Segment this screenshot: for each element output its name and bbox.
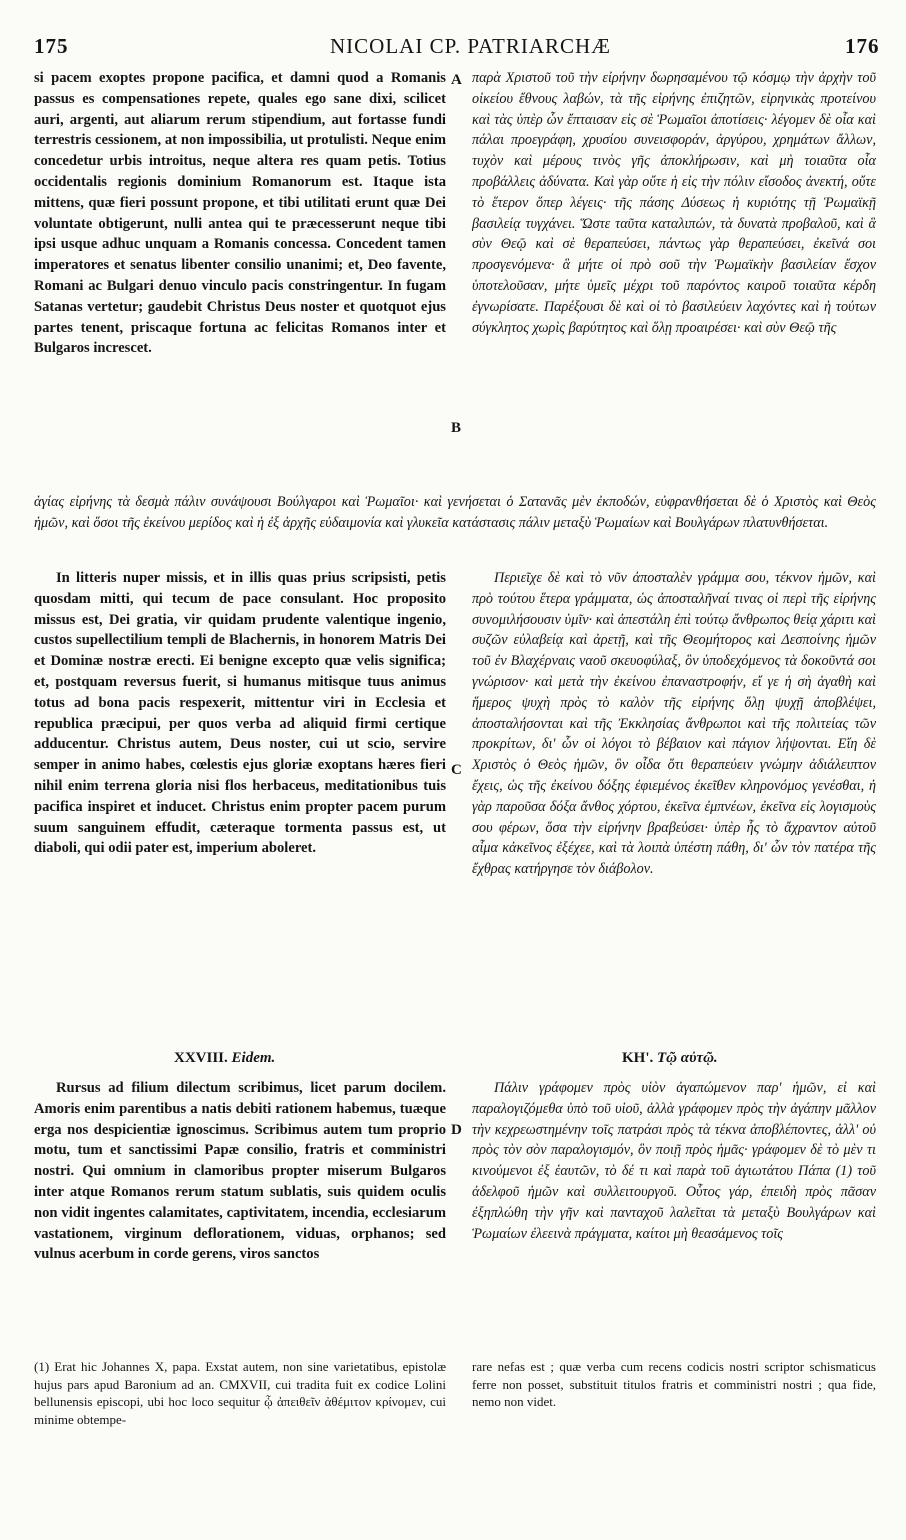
greek-column-middle	[472, 568, 876, 888]
latin-column-bottom	[34, 1078, 446, 1273]
greek-paragraph-2: Περιεῖχε δὲ καὶ τὸ νῦν ἀποσταλὲν γράμμα σου, τέκνον ἡμῶν, καὶ πρὸ τούτου ἕτερα γράμματα, ὡς ἀποσταλῆναί τινας οἱ περὶ τῆς εἰρήνης συνομιλήσουσιν ὑμῖν· καὶ ἀπεστάλη ἐπὶ τούτῳ ἄνθρωπος θείᾳ χάριτι καὶ συζῶν εὐλαβείᾳ καὶ ἀρετῇ, καὶ τῆς Θεομήτορος καὶ Δεσποίνης ἡμῶν τοῦ ἐν Βλαχέρναις ναοῦ σκευοφύλαξ, ὃν ὑποδεχόμενος τὰ δοκοῦντά σοι γνώρισον· καὶ μετὰ τὴν ἐκείνου ἐπαναστροφήν, εἴ γε ἡ σὴ ἀγαθὴ καὶ ἥμερος ψυχὴ πρὸς τὸ καλὸν τῆς εἰρήνης ὅλῃ ψυχῇ ἀποβλέψει, ἀποσταλήσονται καὶ τῆς Ἐκκλησίας ἄνθρωποι καὶ τῆς πολιτείας τῶν προκρίτων, δι' ὧν οἱ λόγοι τὸ βέβαιον καὶ πάγιον λήψονται. Εἴη δὲ Χριστὸς ὁ Θεὸς ἡμῶν, ὃν οἶδα ὅτι θεραπεύειν γνώμην ἀδιάλειπτον ἔχεις, ὡς τῆς ἐκείνου δόξης ἐφιεμένος ἐκεῖθεν κληρονόμος γενέσθαι, ἡ γὰρ παροῦσα δόξα ἄνθος χόρτου, ἐκεῖνα ἐμπνέων, ἐκεῖνα εἰς λογισμοὺς σου φέρων, ὅσα τὴν εἰρήνην βραβεύσει· ὑπὲρ ἧς τὸ ἄχραντον αὐτοῦ αἷμα κἀκεῖνος ἐξέχεε, καὶ τὰ λοιπὰ ὑπέστη πάθη, δι' ὧν τὸν πατέρα τῆς ἔχθρας κατήργησε τὸν διάβολον.	[472, 570, 876, 878]
greek-column-top	[472, 68, 876, 346]
greek-section-number: ΚΗ'.	[622, 1050, 654, 1066]
page-number-right: 176	[845, 34, 880, 58]
running-title: NICOLAI CP. PATRIARCHÆ	[330, 34, 611, 58]
margin-letter-d: D	[451, 1122, 462, 1138]
latin-column-middle	[34, 568, 446, 867]
latin-paragraph-2: In litteris nuper missis, et in illis quas prius scripsisti, petis quosdam mitti, qui tecum de pace consulant. Hoc proposito missus est, Dei gratia, vir quidam prudente valentique ingenio, custos supellectilium templi de Blachernis, in honorem Matris Dei et Dominæ nostræ erecti. Ei benigne excepto quæ velis significa; et, postquam reversus fuerit, si humanus mitisque tuus animus totus ad bona pacis respexerit, mittentur viri in Ecclesia et republica præcipui, per quos verba ad aliquid firmi certique adducentur. Christus autem, Deus noster, cui ut scio, servire semper in animo habes, cœlestis ejus gloriæ exoptans hæres fieri nihil enim terrena gloria nisi flos herbaceus, meditationibus tuis pacifica inspiret et inducet. Christus enim propter pacem purum suum sanguinem effudit, cæteraque tormenta passus est, ut diaboli, qui odii pater est, imperium aboleret.	[34, 570, 446, 857]
footnote-left: (1) Erat hic Johannes X, papa. Exstat autem, non sine varietatibus, epistolæ hujus pars apud Baronium ad an. CMXVII, cui tradita fuit ex codice Lolini bellunensis episcopi, ubi hoc loco sequitur ᾧ ἀπειθεῖν ἀθέμιτον κρίνομεν, cui minime obtempe-	[34, 1359, 446, 1427]
greek-paragraph-3: Πάλιν γράφομεν πρὸς υἱὸν ἀγαπώμενον παρ' ἡμῶν, εἰ καὶ παραλογιζόμεθα ὑπὸ τοῦ υἱοῦ, ἀλλὰ γράφομεν πρὸς τὴν ἀγάπην μᾶλλον τὴν κεχρεωστημένην τοῖς πατράσι πρὸς τὰ τέκνα ἀποβλέποντες, ἀλλ' οὐ πρὸς τὸν σὸν παραλογισμόν, ὃν ποιῇ πρὸς ἡμᾶς· γράφομεν δὲ τὸ μὲν τι κινούμενοι ἐξ ἑαυτῶν, τὸ δέ τι καὶ παρὰ τοῦ ἁγιωτάτου Πάπα (1) τοῦ ἀδελφοῦ ἡμῶν καὶ συλλειτουργοῦ. Οὗτος γάρ, ἐπειδὴ πρὸς πᾶσαν ἐξηπλώθη τὴν γῆν καὶ πανταχοῦ λαλεῖται τὰ μεταξὺ Βουλγάρων καὶ Ῥωμαίων ἐλεεινὰ πράγματα, καίτοι μὴ θεασάμενος τοῖς	[472, 1080, 876, 1242]
greek-full-width-lines: ἁγίας εἰρήνης τὰ δεσμὰ πάλιν συνάψουσι Βούλγαροι καὶ Ῥωμαῖοι· καὶ γενήσεται ὁ Σατανᾶς μὲν ἐκποδών, εὐφρανθήσεται δὲ ὁ Χριστὸς καὶ Θεὸς ἡμῶν, καὶ ὅσοι τῆς ἐκείνου μερίδος καὶ ἡ ἐξ ἀρχῆς εὐδαιμονία καὶ γλυκεῖα κατάστασις πάλιν μεταξὺ Ῥωμαίων καὶ Βουλγάρων πλατυνθήσεται.	[34, 494, 876, 531]
margin-letter-c: C	[451, 762, 462, 778]
latin-section-title: Eidem.	[231, 1050, 276, 1066]
latin-section-heading	[174, 1050, 275, 1067]
latin-paragraph-1: si pacem exoptes propone pacifica, et damni quod a Romanis passus es compensationes repete, quales ego sane dixi, scilicet auri, argenti, aut aliarum rerum stipendium, aut fortasse fundi terrestris cessionem, at non impossibilia, ut protulisti. Neque enim concedetur urbis introitus, neque altera res quam petis. Totius occidentalis regionis dominium Romanorum est. Itaque ista mittens, quæ fieri possunt propone, et tibi utilitati erunt quæ Dei voluntate obtigerunt, nulli antea qui te præcesserunt neque tibi ipsi usque adhuc unquam a Romanis concessa. Concedent tamen imperatores et senatus libenter consilio unanimi; et, Deo favente, Romani ac Bulgari denuo vinculo pacis constringentur. In fugam Satanas vertetur; gaudebit Christus Deus noster et quotquot ejus partes tenent, priscaque fortuna ac felicitas Romanos inter et Bulgaros increscet.	[34, 70, 446, 357]
greek-paragraph-1: παρὰ Χριστοῦ τοῦ τὴν εἰρήνην δωρησαμένου τῷ κόσμῳ τὴν ἀρχὴν τοῦ οἰκείου ἔθνους λαβών, τὰ τῆς εἰρήνης ἐπιζητῶν, εἰρηνικὰς προτείνου καὶ τὰς ὑπὲρ ὧν ἔπταισαν εἰς σὲ Ῥωμαῖοι ἀποτίσεις· λέγομεν δὲ οἷα καὶ πάλαι προεγράφη, χρυσίου συνεισφοράν, ἀργύρου, χρημάτων ἄλλων, τυχὸν καὶ μέρους τινὸς γῆς ἀποκλήρωσιν, καὶ μὴ τοιαῦτα οἷα προβάλλεις ἀδύνατα. Καὶ γὰρ οὔτε ἡ εἰς τὴν πόλιν εἴσοδος ἀνεκτή, οὔτε τὸ ἕτερον ὅπερ λέγεις· τῆς πάσης Δύσεως ἡ κυριότης τῇ Ῥωμαϊκῇ βασιλείᾳ τυγχάνει. Ὥστε ταῦτα καταλιπών, τὰ δυνατὰ προβαλοῦ, καὶ ἃ σὺν Θεῷ καὶ σὲ θεραπεύσει, πάντως γὰρ θεραπεύσει, ἐκεῖνά σοι προσγενόμενα· ἃ μήτε οἱ πρὸ σοῦ τὴν Ῥωμαϊκὴν βασιλείαν ἔσχον ὑποτελοῦσαν, μήτε ὑμεῖς μέχρι τοῦ παρόντος καιροῦ τοιαῦτα κέρδη ἐγνωρίσατε. Παρέξουσι δὲ καὶ οἱ τὸ βασιλεύειν λαχόντες καὶ ἡ τούτων σύγκλητος χωρὶς βαρύτητος καὶ ὅλῃ προαιρέσει· καὶ σὺν Θεῷ τῆς	[472, 70, 876, 336]
greek-column-bottom	[472, 1078, 876, 1252]
latin-paragraph-3: Rursus ad filium dilectum scribimus, licet parum docilem. Amoris enim parentibus a natis debiti rationem habemus, tuæque erga nos despicientiæ ignoscimus. Scribimus autem tum proprio motu, tum et sanctissimi Papæ consilio, fratris et comministri nostri. Qui omnium in clamoribus propter miserum Bulgaros inter atque Romanos rerum statum sublatis, suis quidem oculis non vidit ingentes calamitates, captivitatem, incendia, ecclesiarum vastationem, virginum deflorationem, viduas, orphanos; sed vulnus acerbum in corde gerens, viros sanctos	[34, 1080, 446, 1263]
latin-section-number: XXVIII.	[174, 1050, 228, 1066]
margin-letter-a: A	[451, 72, 462, 88]
footnote-right: rare nefas est ; quæ verba cum recens codicis nostri scriptor schismaticus ferre non posset, substituit titulos fratris et comministri nostri ; qua fide, nemo non videt.	[472, 1359, 876, 1409]
greek-section-heading	[622, 1050, 718, 1067]
margin-letter-b: B	[451, 420, 462, 436]
greek-section-title: Τῷ αὐτῷ.	[657, 1050, 718, 1066]
page-number-left: 175	[34, 34, 69, 58]
latin-column-top	[34, 68, 446, 367]
